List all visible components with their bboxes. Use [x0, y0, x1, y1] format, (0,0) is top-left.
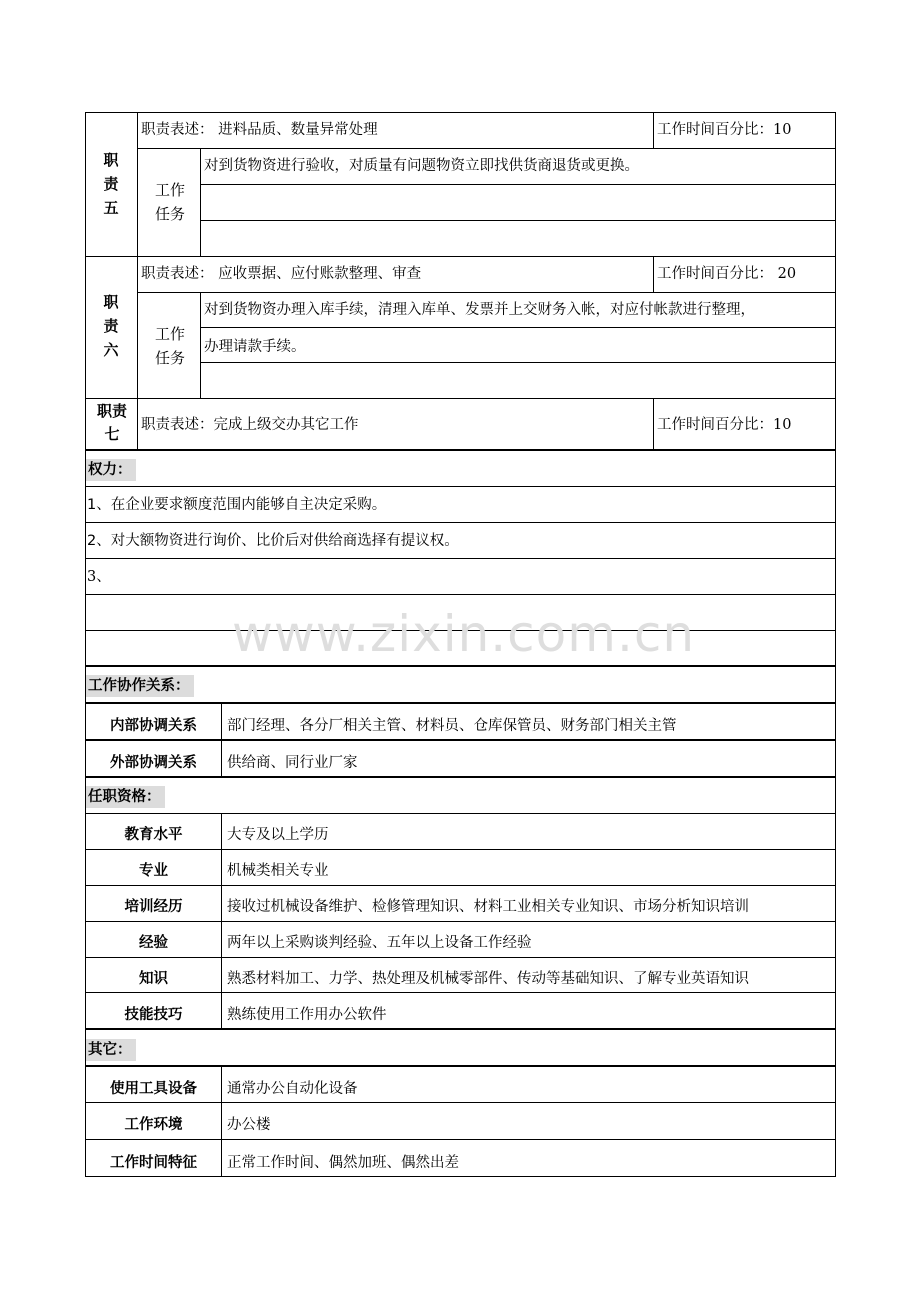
qualification-value: 大专及以上学历: [227, 827, 329, 843]
other-label: 使用工具设备: [110, 1081, 197, 1097]
authority-heading: 权力：: [86, 459, 136, 481]
duty6-task-label: 工作 任务: [154, 325, 185, 367]
duty7-description: 职责表述：完成上级交办其它工作: [141, 417, 359, 433]
qualification-label: 培训经历: [124, 899, 183, 915]
duty6-task-line: 办理请款手续。: [204, 339, 306, 355]
duty7-title: 职责 七: [96, 402, 127, 443]
cooperation-value: 供给商、同行业厂家: [227, 755, 358, 771]
duty6-time-percentage: 工作时间百分比： 20: [657, 266, 797, 282]
qualification-heading: 任职资格：: [86, 786, 165, 808]
authority-item: 3、: [87, 569, 111, 585]
other-heading: 其它：: [86, 1039, 136, 1061]
other-value: 正常工作时间、偶然加班、偶然出差: [227, 1155, 459, 1171]
duty6-task-line: 对到货物资办理入库手续，清理入库单、发票并上交财务入帐，对应付帐款进行整理，: [204, 302, 755, 318]
cooperation-heading: 工作协作关系：: [86, 675, 194, 697]
cooperation-value: 部门经理、各分厂相关主管、材料员、仓库保管员、财务部门相关主管: [227, 718, 677, 734]
qualification-value: 机械类相关专业: [227, 863, 329, 879]
qualification-label: 专业: [139, 863, 168, 879]
qualification-value: 两年以上采购谈判经验、五年以上设备工作经验: [227, 935, 532, 951]
cooperation-label: 内部协调关系: [110, 718, 197, 734]
watermark: www.zixin.com.cn: [232, 605, 696, 663]
qualification-label: 教育水平: [124, 827, 183, 843]
other-value: 办公楼: [227, 1117, 271, 1133]
duty5-task-label: 工作 任务: [154, 181, 185, 223]
duty5-description: 职责表述： 进料品质、数量异常处理: [141, 122, 378, 138]
duty5-task-line: 对到货物资进行验收，对质量有问题物资立即找供货商退货或更换。: [204, 158, 639, 174]
qualification-value: 熟悉材料加工、力学、热处理及机械零部件、传动等基础知识、了解专业英语知识: [227, 971, 749, 987]
duty7-time-percentage: 工作时间百分比：10: [657, 417, 792, 433]
qualification-value: 接收过机械设备维护、检修管理知识、材料工业相关专业知识、市场分析知识培训: [227, 899, 749, 915]
duty5-time-percentage: 工作时间百分比：10: [657, 122, 792, 138]
qualification-label: 技能技巧: [124, 1007, 183, 1023]
other-label: 工作时间特征: [110, 1155, 197, 1171]
qualification-label: 知识: [139, 971, 168, 987]
authority-item: 2、对大额物资进行询价、比价后对供给商选择有提议权。: [87, 533, 459, 549]
duty6-description: 职责表述： 应收票据、应付账款整理、审查: [141, 266, 422, 282]
duty6-title: 职 责 六: [103, 293, 119, 359]
qualification-value: 熟练使用工作用办公软件: [227, 1007, 387, 1023]
other-value: 通常办公自动化设备: [227, 1081, 358, 1097]
other-label: 工作环境: [124, 1117, 183, 1133]
cooperation-label: 外部协调关系: [110, 755, 197, 771]
qualification-label: 经验: [139, 935, 168, 951]
duty5-title: 职 责 五: [103, 151, 119, 217]
authority-item: 1、在企业要求额度范围内能够自主决定采购。: [87, 497, 387, 513]
